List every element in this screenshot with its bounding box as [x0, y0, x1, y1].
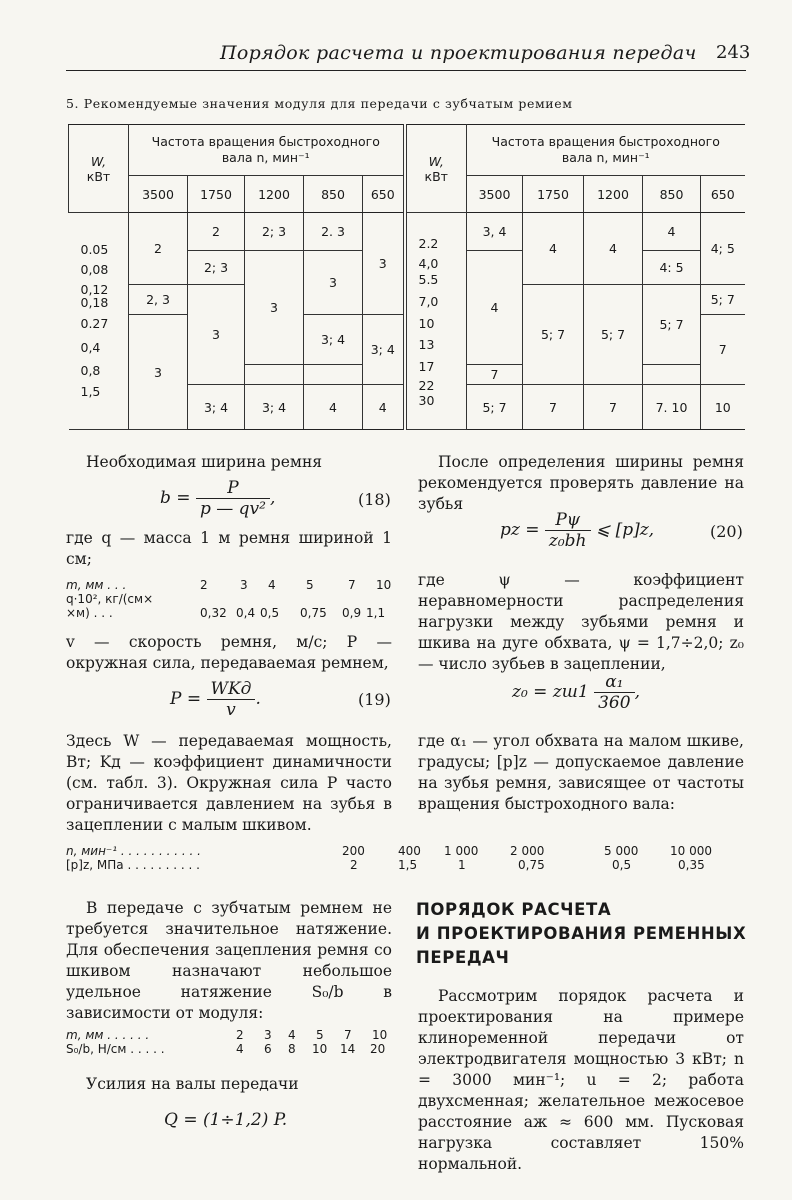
speed-header: 1200	[584, 176, 643, 213]
table-cell: 3, 4	[467, 213, 523, 251]
table-cell: 5; 7	[701, 285, 745, 315]
table-cell: 4	[467, 251, 523, 365]
left-para-1: Необходимая ширина ремня	[86, 453, 323, 471]
table-cell: 7. 10	[643, 385, 701, 430]
formula-19: P = $\frac{\text{WKд}}{v}$ .	[170, 679, 261, 720]
left-para-3: v — скорость ремня, м/с; P — окружная сила, передаваемая ремнем,	[66, 633, 392, 672]
table-cell: 3	[363, 213, 405, 315]
table-cell: 3; 4	[363, 315, 405, 385]
speed-header: 1200	[245, 176, 304, 213]
table-cell: 3	[304, 251, 363, 315]
table-cell: 7	[467, 365, 523, 385]
speed-header: 850	[643, 176, 701, 213]
table-cell: 5; 7	[467, 385, 523, 430]
table-cell: 4	[304, 385, 363, 430]
table-cell: 3	[188, 285, 245, 385]
table-cell: 4	[643, 213, 701, 251]
formula-z0: z₀ = zш1 $\frac{\text{α₁}}{360}$ ,	[512, 672, 640, 713]
right-para-2: где ψ — коэффициент неравномерности распределения нагрузки между зубьями ремня и шкива на дуге обхвата, ψ = 1,7÷2,0; z₀ — число зубьев в зацеплении,	[418, 571, 744, 673]
table-cell: 3; 4	[188, 385, 245, 430]
speed-header: 3500	[467, 176, 523, 213]
formula-18: b = $\frac{P}{\text{p — qv²}}$ ,	[160, 478, 276, 519]
tension-table: m, мм . . . . . . S₀/b, Н/см . . . . . 2 3 4 5 7 10 4 6 8 10 14 20	[66, 1028, 388, 1056]
table-cell: 7	[523, 385, 584, 430]
left-para-2: где q — масса 1 м ремня шириной 1 см;	[66, 529, 392, 568]
table-cell	[304, 365, 363, 385]
table-cell: 4	[584, 213, 643, 285]
table-cell: 10	[701, 385, 745, 430]
formula-18-number: (18)	[358, 490, 391, 509]
table-cell: 2, 3	[129, 285, 188, 315]
bottom-left-para-2: Усилия на валы передачи	[86, 1075, 299, 1093]
table-cell: 3	[129, 315, 188, 430]
allowable-pressure-table: n, мин⁻¹ . . . . . . . . . . . [p]z, МПа . . . . . . . . . . 200 400 1 000 2 000 5 000 10 000 2 1,5 1 0,75 0,5 0,35	[66, 844, 712, 872]
right-para-1: После определения ширины ремня рекомендуется проверять давление на зубья	[418, 453, 744, 513]
speed-header: 650	[363, 176, 405, 213]
w-values-left: 0.05 0,08 0,12 0,18 0.27 0,4 0,8 1,5	[69, 213, 129, 430]
w-header-right: W, кВт	[405, 125, 467, 213]
table-cell	[245, 365, 304, 385]
table-cell: 7	[701, 315, 745, 385]
table-cell: 5; 7	[643, 285, 701, 365]
mass-table: m, мм . . . 2 3 4 5 7 10 q·10², кг/(см× ×м) . . . 0,32 0,4 0,5 0,75 0,9 1,1	[66, 578, 392, 620]
w-values-right: 2.2 4,0 5.5 7,0 10 13 17 22 30	[405, 213, 467, 430]
formula-19-number: (19)	[358, 690, 391, 709]
table-cell: 2	[129, 213, 188, 285]
table-cell: 2; 3	[188, 251, 245, 285]
table-cell: 5; 7	[523, 285, 584, 385]
table-cell: 4; 5	[701, 213, 745, 285]
table-cell: 3; 4	[304, 315, 363, 365]
table-cell: 3	[245, 251, 304, 365]
bottom-right-para-1: Рассмотрим порядок расчета и проектирования на примере клиноременной передачи от электродвигателя мощностью 3 кВт; n = 3000 мин⁻¹; u = 2; работа двухсменная; желательное межосевое расстояние aж ≈ 600 мм. Пусковая нагрузка составляет 150% нормальной.	[418, 987, 744, 1173]
table-cell: 4: 5	[643, 251, 701, 285]
right-para-3: где α₁ — угол обхвата на малом шкиве, градусы; [p]z — допускаемое давление на зубья ремня, зависящее от частоты вращения быстроходного вала:	[418, 732, 744, 813]
speed-header: 650	[701, 176, 745, 213]
table-cell: 2	[188, 213, 245, 251]
header-rule	[66, 70, 746, 71]
speed-group-header-left: Частота вращения быстроходного вала n, мин⁻¹	[129, 125, 405, 176]
page-header	[0, 0, 792, 70]
table-caption: 5. Рекомендуемые значения модуля для передачи с зубчатым ремием	[66, 96, 573, 111]
table-cell: 5; 7	[584, 285, 643, 385]
section-heading: ПОРЯДОК РАСЧЕТА И ПРОЕКТИРОВАНИЯ РЕМЕННЫХ ПЕРЕДАЧ	[416, 900, 747, 967]
speed-header: 1750	[523, 176, 584, 213]
speed-header: 850	[304, 176, 363, 213]
table-cell: 7	[584, 385, 643, 430]
page-number: 243	[716, 42, 751, 63]
table-cell: 4	[523, 213, 584, 285]
formula-20: pz = $\frac{P\psi}{\text{z₀bh}}$ ⩽ [p]z,	[500, 510, 655, 551]
table-cell: 3; 4	[245, 385, 304, 430]
table-cell: 2. 3	[304, 213, 363, 251]
running-title: Порядок расчета и проектирования передач	[220, 42, 697, 64]
formula-20-number: (20)	[710, 522, 743, 541]
speed-header: 1750	[188, 176, 245, 213]
speed-group-header-right: Частота вращения быстроходного вала n, мин⁻¹	[467, 125, 745, 176]
module-table	[68, 124, 745, 430]
left-para-4: Здесь W — передаваемая мощность, Вт; Kд — коэффициент динамичности (см. табл. 3). Окружная сила P часто ограничивается давлением на зубья в зацеплении с малым шкивом.	[66, 732, 392, 834]
table-cell: 4	[363, 385, 405, 430]
formula-q: Q = (1÷1,2) P.	[164, 1110, 288, 1130]
speed-header: 3500	[129, 176, 188, 213]
table-cell: 2; 3	[245, 213, 304, 251]
bottom-left-para-1: В передаче с зубчатым ремнем не требуется значительное натяжение. Для обеспечения зацепления ремня со шкивом назначают небольшое удельное натяжение S₀/b в зависимости от модуля:	[66, 899, 392, 1022]
w-header-left: W, кВт	[69, 125, 129, 213]
